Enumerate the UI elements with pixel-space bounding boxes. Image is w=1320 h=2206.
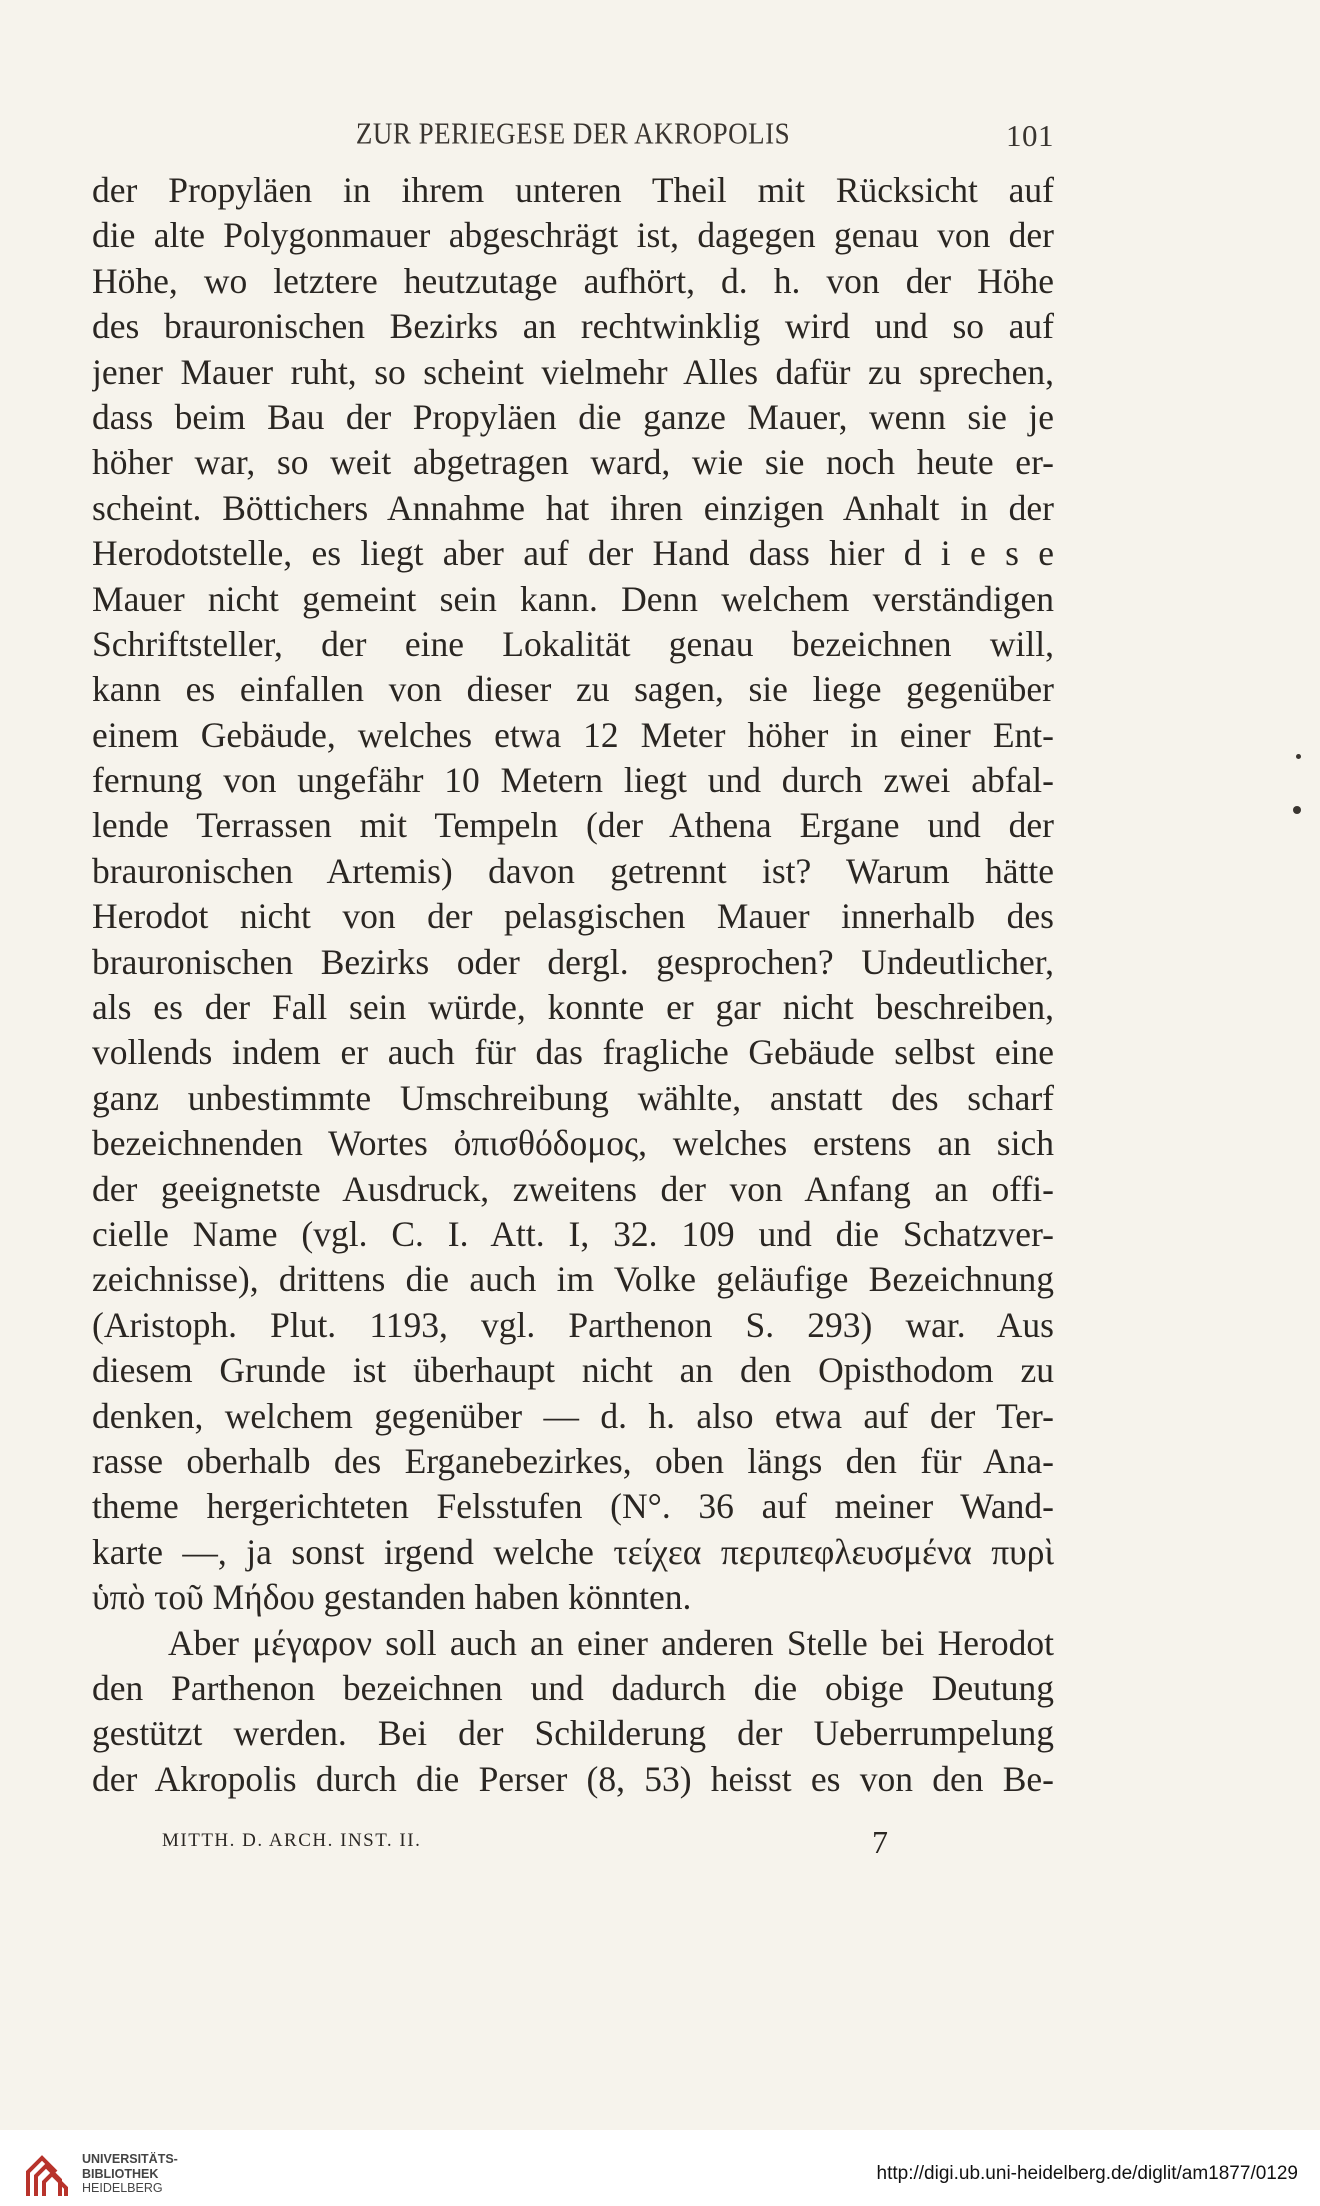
text-line: cielle Name (vgl. C. I. Att. I, 32. 109 und die Schatzver- (92, 1213, 1054, 1254)
text-line: vollends indem er auch für das fragliche Gebäude selbst eine (92, 1032, 1054, 1073)
text-line: scheint. Böttichers Annahme hat ihren einzigen Anhalt in der (92, 487, 1054, 528)
library-branding (22, 2150, 222, 2200)
running-title: ZUR PERIEGESE DER AKROPOLIS (355, 115, 791, 151)
library-name-line: UNIVERSITÄTS- (82, 2152, 178, 2166)
margin-mark (1296, 754, 1301, 759)
page-footer (92, 1824, 1054, 1864)
text-line: Schriftsteller, der eine Lokalität genau bezeichnen will, (92, 623, 1054, 664)
text-line: einem Gebäude, welches etwa 12 Meter höher in einer Ent- (92, 714, 1054, 755)
text-line: Herodot nicht von der pelasgischen Mauer innerhalb des (92, 896, 1054, 937)
text-line: karte —, ja sonst irgend welche τείχεα περιπεφλευσμένα πυρὶ (92, 1531, 1054, 1572)
text-line: rasse oberhalb des Erganebezirkes, oben längs den für Ana- (92, 1440, 1054, 1481)
permalink-url[interactable]: http://digi.ub.uni-heidelberg.de/diglit/am1877/0129 (876, 2163, 1298, 2184)
text-line: fernung von ungefähr 10 Metern liegt und durch zwei abfal- (92, 760, 1054, 801)
page-number: 101 (1006, 118, 1054, 153)
text-line: Aber μέγαρον soll auch an einer anderen Stelle bei Herodot (168, 1622, 1054, 1663)
text-line: (Aristoph. Plut. 1193, vgl. Parthenon S. 293) war. Aus (92, 1304, 1054, 1345)
text-line: als es der Fall sein würde, konnte er gar nicht beschreiben, (92, 987, 1054, 1028)
text-line: ganz unbestimmte Umschreibung wählte, anstatt des scharf (92, 1077, 1054, 1118)
text-line: der geeignetste Ausdruck, zweitens der von Anfang an offi- (92, 1168, 1054, 1209)
text-line: den Parthenon bezeichnen und dadurch die obige Deutung (92, 1667, 1054, 1708)
library-name-line: BIBLIOTHEK (82, 2166, 159, 2181)
text-line: bezeichnenden Wortes ὀπισθόδομος, welches erstens an sich (92, 1123, 1054, 1164)
text-line: lende Terrassen mit Tempeln (der Athena Ergane und der (92, 805, 1054, 846)
text-line: die alte Polygonmauer abgeschrägt ist, dagegen genau von der (92, 215, 1054, 256)
text-line: kann es einfallen von dieser zu sagen, sie liege gegenüber (92, 669, 1054, 710)
signature-mark: MITTH. D. ARCH. INST. II. (162, 1830, 422, 1851)
library-logo-icon (22, 2150, 72, 2198)
library-name-line: HEIDELBERG (82, 2181, 163, 2195)
text-line: dass beim Bau der Propyläen die ganze Mauer, wenn sie je (92, 396, 1054, 437)
text-line: höher war, so weit abgetragen ward, wie sie noch heute er- (92, 442, 1054, 483)
text-line: der Propyläen in ihrem unteren Theil mit Rücksicht auf (92, 170, 1054, 210)
text-line: gestützt werden. Bei der Schilderung der Ueberrumpelung (92, 1713, 1054, 1754)
body-text (92, 168, 1054, 1802)
text-line: Höhe, wo letztere heutzutage aufhört, d. h. von der Höhe (92, 260, 1054, 301)
sheet-number: 7 (872, 1824, 888, 1860)
text-line: Herodotstelle, es liegt aber auf der Hand dass hier d i e s e (92, 533, 1054, 574)
text-line: theme hergerichteten Felsstufen (N°. 36 auf meiner Wand- (92, 1486, 1054, 1527)
text-line: denken, welchem gegenüber — d. h. also etwa auf der Ter- (92, 1395, 1054, 1436)
text-line: zeichnisse), drittens die auch im Volke geläufige Bezeichnung (92, 1259, 1054, 1300)
text-line: des brauronischen Bezirks an rechtwinklig wird und so auf (92, 306, 1054, 347)
text-line: der Akropolis durch die Perser (8, 53) heisst es von den Be- (92, 1758, 1054, 1799)
text-line: ὑπὸ τοῦ Μήδου gestanden haben könnten. (92, 1577, 692, 1618)
text-line: jener Mauer ruht, so scheint vielmehr Alles dafür zu sprechen, (92, 351, 1054, 392)
margin-mark (1293, 806, 1301, 814)
text-line: Mauer nicht gemeint sein kann. Denn welchem verständigen (92, 578, 1054, 619)
running-header (92, 115, 1054, 158)
text-line: brauronischen Bezirks oder dergl. gesprochen? Undeutlicher, (92, 941, 1054, 982)
text-line: brauronischen Artemis) davon getrennt ist? Warum hätte (92, 850, 1054, 891)
text-line: diesem Grunde ist überhaupt nicht an den Opisthodom zu (92, 1350, 1054, 1391)
